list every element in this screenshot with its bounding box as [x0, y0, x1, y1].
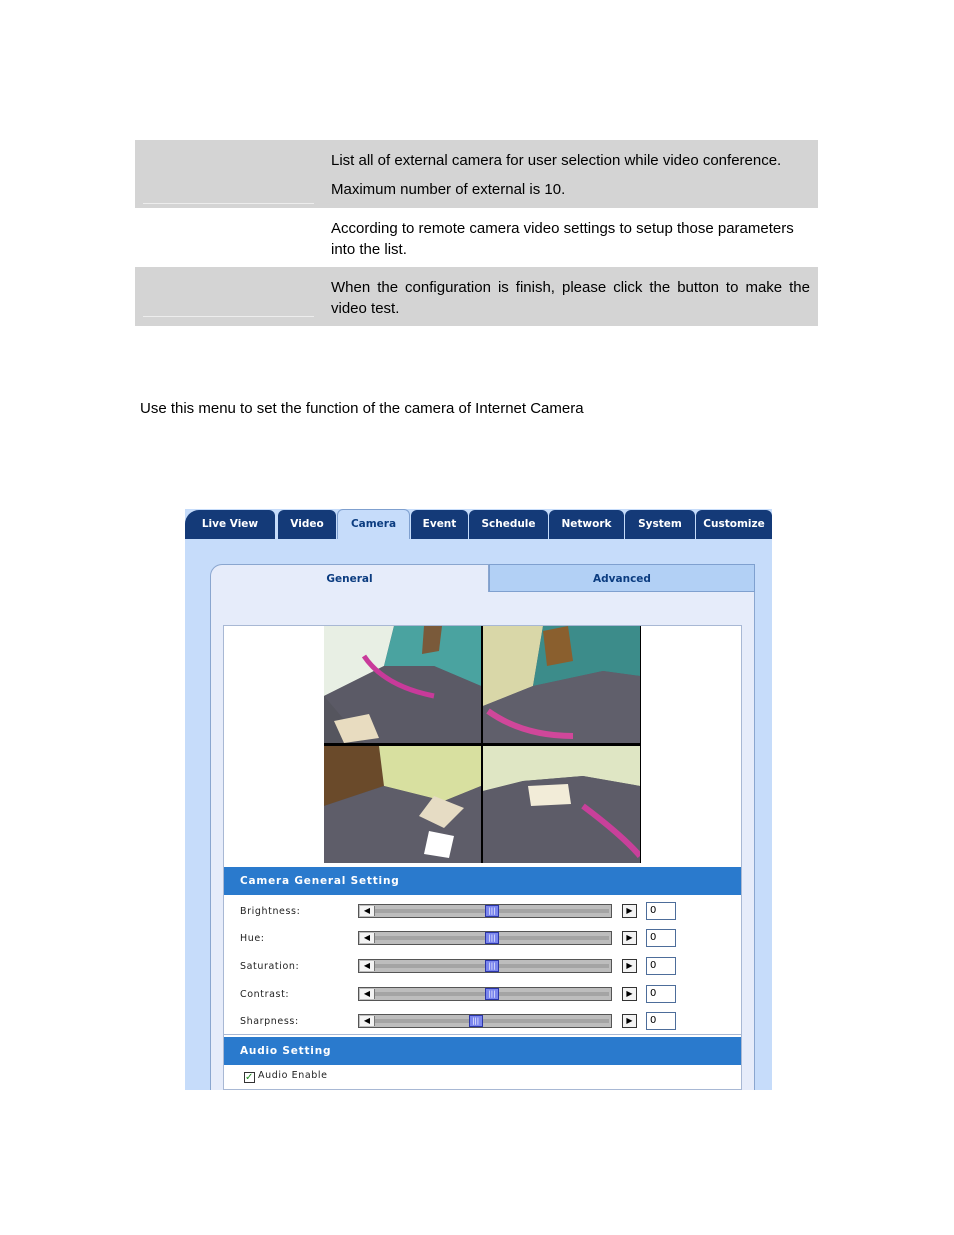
- subtab-general[interactable]: General: [210, 564, 489, 592]
- table-label-cell: [143, 140, 314, 204]
- audio-enable-row: [244, 1070, 328, 1083]
- tab-network[interactable]: Network: [549, 510, 624, 539]
- table-description: According to remote camera video settings to setup those parameters into the list.: [331, 220, 794, 258]
- sharpness-slider[interactable]: [358, 1014, 612, 1028]
- arrow-right-icon[interactable]: ▶: [622, 1014, 637, 1028]
- setting-row-hue: [224, 929, 741, 949]
- setting-label: Contrast:: [240, 989, 290, 1000]
- arrow-right-icon[interactable]: ▶: [622, 987, 637, 1001]
- tab-live-view[interactable]: Live View: [185, 510, 275, 539]
- setting-label: Hue:: [240, 933, 265, 944]
- camera-view-3: [324, 746, 481, 863]
- hue-slider[interactable]: [358, 931, 612, 945]
- slider-thumb[interactable]: |||: [485, 905, 499, 917]
- camera-view-1: [324, 626, 481, 743]
- table-row: [135, 267, 818, 326]
- arrow-right-icon[interactable]: ▶: [622, 931, 637, 945]
- tab-schedule[interactable]: Schedule: [469, 510, 548, 539]
- quad-view: [324, 626, 641, 863]
- tab-system[interactable]: System: [625, 510, 695, 539]
- table-description: [331, 150, 810, 200]
- tab-camera[interactable]: Camera: [337, 509, 410, 539]
- setting-label: Sharpness:: [240, 1016, 299, 1027]
- tab-video[interactable]: Video: [278, 510, 336, 539]
- video-preview: [224, 626, 741, 865]
- brightness-slider[interactable]: [358, 904, 612, 918]
- intro-paragraph: Use this menu to set the function of the camera of Internet Camera: [140, 400, 584, 417]
- arrow-left-icon[interactable]: ◀: [360, 933, 375, 943]
- arrow-left-icon[interactable]: ◀: [360, 989, 375, 999]
- camera-settings-screenshot: [185, 509, 772, 1090]
- slider-track: [375, 1019, 609, 1023]
- table-row: [135, 140, 818, 208]
- audio-section-header: Audio Setting: [224, 1037, 741, 1065]
- camera-section-header: Camera General Setting: [224, 867, 741, 895]
- audio-enable-label: Audio Enable: [258, 1070, 328, 1081]
- slider-thumb[interactable]: |||: [485, 988, 499, 1000]
- setting-row-saturation: [224, 957, 741, 977]
- table-label-cell: [143, 267, 314, 317]
- subtab-advanced[interactable]: Advanced: [489, 564, 755, 592]
- setting-row-contrast: [224, 985, 741, 1005]
- tab-event[interactable]: Event: [411, 510, 468, 539]
- divider: [224, 1034, 741, 1035]
- arrow-left-icon[interactable]: ◀: [360, 961, 375, 971]
- table-label-cell: [143, 208, 314, 267]
- settings-content: [223, 625, 742, 1090]
- contrast-value-input[interactable]: 0: [646, 985, 676, 1003]
- arrow-right-icon[interactable]: ▶: [622, 904, 637, 918]
- table-description: When the configuration is finish, please click the button to make the video test.: [331, 279, 810, 317]
- tab-customize[interactable]: Customize: [696, 510, 772, 539]
- hue-value-input[interactable]: 0: [646, 929, 676, 947]
- slider-thumb[interactable]: |||: [485, 932, 499, 944]
- setting-label: Brightness:: [240, 906, 301, 917]
- main-tab-bar: [185, 509, 772, 539]
- audio-enable-checkbox[interactable]: ✓: [245, 1072, 254, 1083]
- slider-thumb[interactable]: |||: [469, 1015, 483, 1027]
- setting-row-brightness: [224, 902, 741, 922]
- table-row: [135, 208, 818, 267]
- slider-thumb[interactable]: |||: [485, 960, 499, 972]
- brightness-value-input[interactable]: 0: [646, 902, 676, 920]
- arrow-left-icon[interactable]: ◀: [360, 1016, 375, 1026]
- contrast-slider[interactable]: [358, 987, 612, 1001]
- saturation-value-input[interactable]: 0: [646, 957, 676, 975]
- arrow-right-icon[interactable]: ▶: [622, 959, 637, 973]
- sharpness-value-input[interactable]: 0: [646, 1012, 676, 1030]
- setting-label: Saturation:: [240, 961, 300, 972]
- camera-view-2: [483, 626, 640, 743]
- description-line: Maximum number of external is 10.: [331, 181, 566, 198]
- arrow-left-icon[interactable]: ◀: [360, 906, 375, 916]
- setting-row-sharpness: [224, 1012, 741, 1032]
- saturation-slider[interactable]: [358, 959, 612, 973]
- camera-view-4: [483, 746, 640, 863]
- description-line: List all of external camera for user selection while video conference.: [331, 152, 782, 169]
